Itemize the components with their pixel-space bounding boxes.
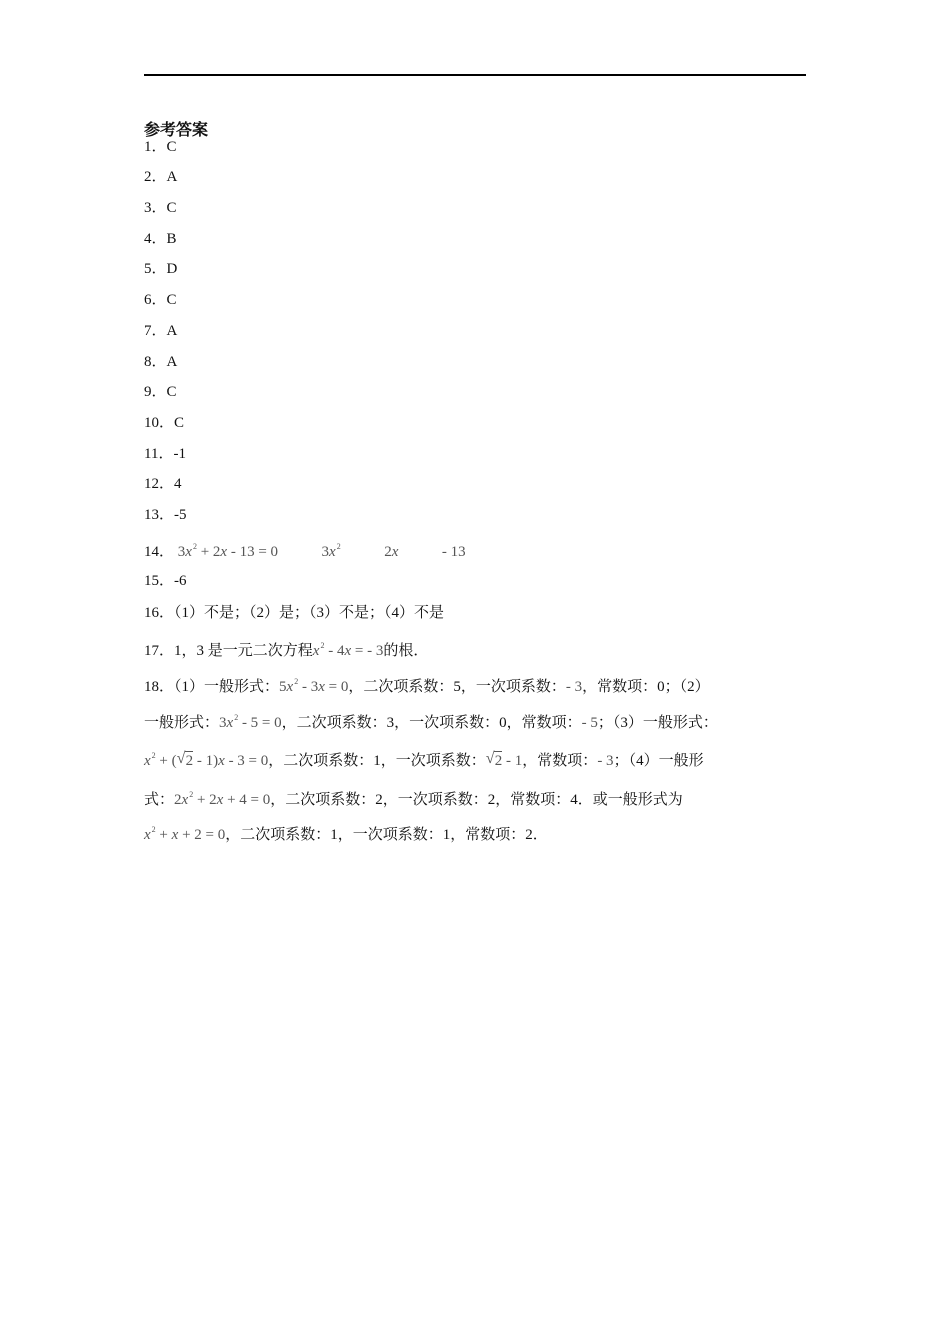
answer-text: C (174, 415, 185, 431)
answer-5 (144, 259, 177, 279)
answer-18-line-4: 式：$2x^2 + 2x + 4 = 0$，二次项系数：2，一次项系数：2，常数项：4．或一般形式为 (144, 790, 683, 808)
constant: - 13 (441, 544, 466, 560)
linear-coef: √ 2 - 1 (485, 750, 523, 769)
answer-2 (144, 167, 177, 187)
equation: $x^2 + x + 2 = 0$ (144, 825, 226, 843)
answer-text: D (166, 261, 178, 277)
answer-number: 1． (144, 139, 167, 155)
answer-15: 15．-6 (144, 573, 187, 589)
answer-9 (144, 382, 177, 402)
answer-18-line-5: $x^2 + x + 2 = 0$，二次项系数：1，一次项系数：1，常数项：2． (144, 825, 548, 843)
equation: $x^2 - 4x$ = - 3 (312, 641, 384, 659)
answer-text: C (166, 384, 177, 400)
linear-coef: 2x (384, 544, 399, 560)
answer-number: 2． (144, 169, 167, 185)
answer-18-line-3: $x^2$ + ( √ 2 - 1)x - 3 = 0，二次项系数：1，一次项系数： √ 2 - 1，常数项：- 3；（4）一般形 (144, 750, 704, 769)
answer-6 (144, 290, 177, 310)
answer-3 (144, 198, 177, 218)
answer-10 (144, 413, 184, 433)
answer-number: 5． (144, 261, 167, 277)
answer-number: 11． (144, 446, 174, 462)
answer-text: -5 (174, 507, 187, 523)
answer-text: -1 (173, 446, 186, 462)
answer-text: B (166, 231, 177, 247)
equation: $x^2$ + ( √ 2 - 1)x - 3 = 0 (144, 750, 269, 769)
answer-text: C (166, 292, 177, 308)
equation: $5x^2 - 3x = 0$ (279, 677, 349, 695)
answer-text: A (166, 169, 178, 185)
answer-8 (144, 352, 177, 372)
answer-12 (144, 474, 182, 494)
answer-number: 4． (144, 231, 167, 247)
answer-number: 9． (144, 384, 167, 400)
page-title: 参考答案 (144, 122, 209, 139)
answer-number: 10． (144, 415, 175, 431)
answer-text: C (166, 200, 177, 216)
answer-7 (144, 321, 177, 341)
answer-text: A (166, 323, 178, 339)
answer-number: 3． (144, 200, 167, 216)
answer-18-line-1: 18．（1）一般形式：$5x^2 - 3x = 0$，二次项系数：5，一次项系数：- 3，常数项：0；（2） (144, 677, 710, 695)
equation: $3x^2 - 5 = 0$ (219, 713, 282, 731)
answer-number: 6． (144, 292, 167, 308)
answer-number: 7． (144, 323, 167, 339)
quadratic-coef: $3x^2$ (321, 542, 341, 560)
answer-1 (144, 137, 177, 157)
answer-text: C (166, 139, 177, 155)
header-rule (144, 74, 806, 76)
answer-14: 14． $3x^2 + 2x - 13 = 0$ $3x^2$ 2x - 13 (144, 542, 466, 560)
equation: $2x^2 + 2x + 4 = 0$ (174, 790, 271, 808)
answer-18-line-2: 一般形式：$3x^2 - 5 = 0$，二次项系数：3，一次项系数：0，常数项：- 5；（3）一般形式： (144, 713, 718, 731)
answer-4 (144, 229, 177, 249)
answer-16: 16．（1）不是；（2）是；（3）不是；（4）不是 (144, 605, 445, 621)
answer-text: 4 (174, 476, 182, 492)
answer-number: 12． (144, 476, 175, 492)
answer-text: A (166, 354, 178, 370)
answer-11 (144, 444, 186, 464)
answer-number: 13． (144, 507, 175, 523)
answer-number: 8． (144, 354, 167, 370)
answer-17: 17．1，3 是一元二次方程$x^2 - 4x$ = - 3的根． (144, 641, 429, 659)
answer-13 (144, 505, 187, 525)
equation: $3x^2 + 2x - 13 = 0$ (177, 542, 279, 560)
